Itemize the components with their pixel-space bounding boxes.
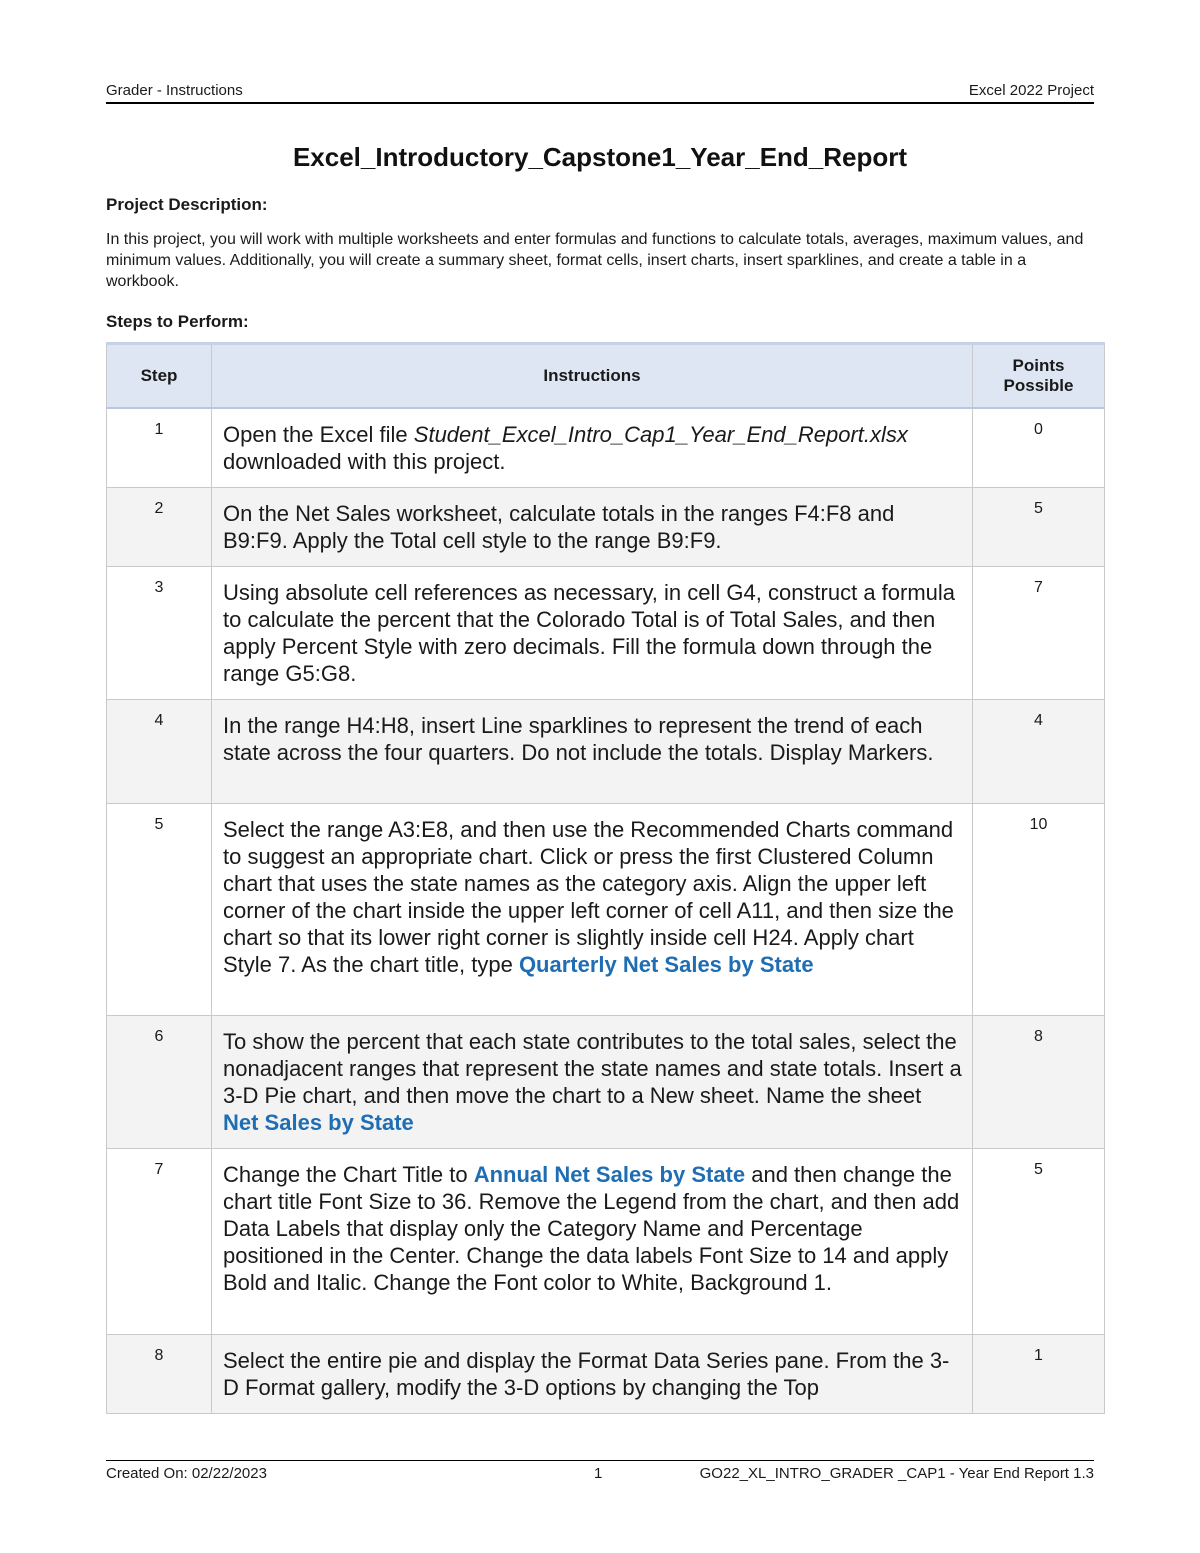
page-footer (106, 1465, 1094, 1485)
instruction-text: In the range H4:H8, insert Line sparklines to represent the trend of each state across the four quarters. Do not include the totals. Display Markers. (223, 713, 934, 765)
instruction-text: To show the percent that each state contributes to the total sales, select the nonadjacent ranges that represent the state names and state totals. Insert a 3-D Pie chart, and then move the chart to a New sheet. Name the sheet (223, 1029, 962, 1108)
footer-rule (106, 1460, 1094, 1461)
step-row (107, 1016, 1105, 1149)
step-number: 3 (107, 567, 212, 700)
step-points: 7 (973, 567, 1105, 700)
instruction-text: Select the entire pie and display the Format Data Series pane. From the 3-D Format gallery, modify the 3-D options by changing the Top (223, 1348, 950, 1400)
step-instructions (212, 488, 973, 567)
step-row (107, 1335, 1105, 1414)
step-instructions (212, 1016, 973, 1149)
step-points: 5 (973, 488, 1105, 567)
instruction-text: Select the range A3:E8, and then use the Recommended Charts command to suggest an appropriate chart. Click or press the first Clustered Column chart that uses the state names as the category axis. Align the upper left corner of the chart inside the upper left corner of cell A11, and then size the chart so that its lower right corner is slightly inside cell H24. Apply chart Style 7. As the chart title, type (223, 817, 954, 977)
document-title: Excel_Introductory_Capstone1_Year_End_Report (292, 142, 908, 172)
step-row (107, 1149, 1105, 1335)
step-points: 5 (973, 1149, 1105, 1335)
step-number: 8 (107, 1335, 212, 1414)
step-number: 5 (107, 804, 212, 1016)
highlighted-text: Net Sales by State (223, 1110, 414, 1135)
instruction-text: Using absolute cell references as necessary, in cell G4, construct a formula to calculate the percent that the Colorado Total is of Total Sales, and then apply Percent Style with zero decimals. Fill the formula down through the range G5:G8. (223, 580, 956, 686)
highlighted-text: Annual Net Sales by State (473, 1162, 746, 1187)
steps-table (106, 342, 1105, 1414)
col-points-header (973, 344, 1105, 409)
instruction-text: Change the Chart Title to (223, 1162, 474, 1187)
step-points: 10 (973, 804, 1105, 1016)
step-instructions (212, 567, 973, 700)
instruction-text: Open the Excel file (223, 422, 414, 447)
step-points: 1 (973, 1335, 1105, 1414)
step-instructions (212, 408, 973, 488)
footer-doc-id: GO22_XL_INTRO_GRADER _CAP1 - Year End Report 1.3 (699, 1465, 1094, 1482)
page-header (106, 82, 1094, 102)
header-rule (106, 102, 1094, 104)
step-instructions (212, 1149, 973, 1335)
instruction-text: On the Net Sales worksheet, calculate totals in the ranges F4:F8 and B9:F9. Apply the Total cell style to the range B9:F9. (223, 501, 895, 553)
steps-heading: Steps to Perform: (106, 312, 249, 331)
step-row (107, 408, 1105, 488)
file-name: Student_Excel_Intro_Cap1_Year_End_Report.xlsx (413, 422, 908, 447)
col-step-header: Step (107, 344, 212, 409)
step-points: 4 (973, 700, 1105, 804)
header-right-text: Excel 2022 Project (968, 82, 1094, 99)
instruction-text: downloaded with this project. (223, 449, 506, 474)
footer-created-date: Created On: 02/22/2023 (106, 1465, 267, 1482)
project-description-text: In this project, you will work with multiple worksheets and enter formulas and functions to calculate totals, averages, maximum values, and minimum values. Additionally, you will create a summary sheet, format cells, insert charts, insert sparklines, and create a table in a workbook. (106, 231, 1084, 290)
footer-page-number: 1 (594, 1465, 603, 1482)
step-row (107, 804, 1105, 1016)
step-number: 1 (107, 408, 212, 488)
step-number: 6 (107, 1016, 212, 1149)
step-instructions (212, 804, 973, 1016)
step-points: 0 (973, 408, 1105, 488)
step-number: 4 (107, 700, 212, 804)
col-instructions-header: Instructions (212, 344, 973, 409)
col-points-label: Points Possible (1003, 356, 1074, 395)
step-instructions (212, 1335, 973, 1414)
highlighted-text: Quarterly Net Sales by State (518, 952, 814, 977)
steps-table-header (107, 344, 1105, 409)
step-row (107, 567, 1105, 700)
step-number: 7 (107, 1149, 212, 1335)
step-number: 2 (107, 488, 212, 567)
step-row (107, 700, 1105, 804)
header-left-text: Grader - Instructions (106, 82, 243, 99)
instruction-text: and then change the chart title Font Size to 36. Remove the Legend from the chart, and then add Data Labels that display only the Category Name and Percentage positioned in the Center. Change the data labels Font Size to 14 and apply Bold and Italic. Change the Font color to White, Background 1. (223, 1162, 960, 1295)
step-row (107, 488, 1105, 567)
step-points: 8 (973, 1016, 1105, 1149)
step-instructions (212, 700, 973, 804)
project-description-heading: Project Description: (106, 195, 268, 214)
